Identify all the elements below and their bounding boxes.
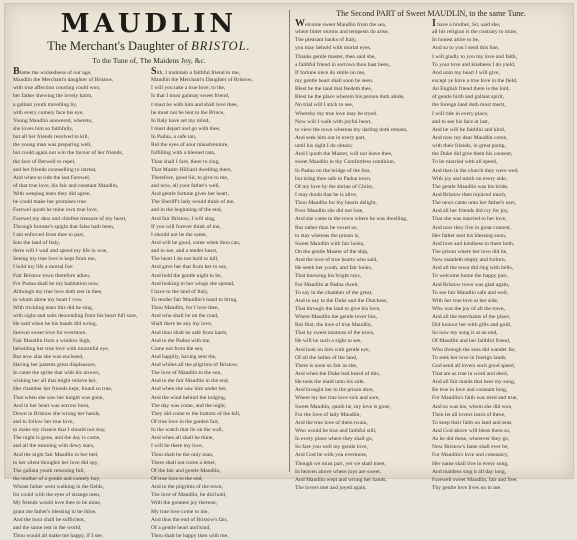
verse-line: That are as true in word and deed,: [432, 371, 509, 378]
verse-line: If you will forever think of me,: [151, 223, 221, 230]
verse-line: To keep their faith on land and seas,: [432, 419, 513, 426]
left-verse-column-1: [13, 68, 149, 540]
verse-line: And to the fair Maudlin in the end,: [151, 378, 229, 385]
verse-line: The news came unto her father's ears,: [432, 200, 517, 207]
verse-line: I have to the land of Italy,: [151, 288, 209, 295]
verse-line: Thou would all make me happy, if I see,: [13, 533, 104, 540]
verse-line: beholding her true love with mournful eye,: [13, 345, 110, 352]
verse-line: If fortune once do smile on me,: [295, 69, 366, 76]
verse-line: I will you take a true love, to the,: [151, 85, 226, 92]
verse-line: He took the maid unto his side,: [295, 379, 365, 386]
verse-line: Farewel my dear and chiefest treasure of my heart,: [13, 215, 127, 222]
verse-line: And all the merchants of the place,: [432, 314, 511, 321]
right-panel: [295, 8, 567, 492]
verse-line: And hold the gentle night to be,: [151, 272, 222, 279]
verse-line: The love of Maudlin to the sun,: [151, 370, 222, 377]
verse-line: In Italy have set my mind,: [151, 117, 210, 124]
verse-line: He said when he his hands did wring,: [13, 321, 97, 328]
verse-line: With joy and mirth on every side,: [432, 175, 508, 182]
verse-line: to view the town whereas my darling doth remain,: [295, 126, 408, 133]
verse-line: And all fair maids that hear my song,: [432, 379, 516, 386]
verse-line: I will ride in every place,: [432, 110, 489, 117]
verse-line: With weeping tears they did agree,: [13, 191, 91, 198]
verse-line: So fare you well my gentle love,: [295, 444, 368, 451]
verse-line: And the wind behind the lodging,: [151, 394, 227, 401]
verse-line: sweet Maudlin in thy Comfortless condition,: [295, 159, 396, 166]
verse-line: he must not be lent to the Prince,: [151, 109, 225, 116]
verse-line: I must depart and go with thee,: [151, 125, 221, 132]
verse-line: So now my song is at an end,: [432, 330, 498, 337]
verse-line: Whose father went walking in the fields,: [13, 484, 104, 491]
verse-line: I am enforced from thee to part,: [13, 231, 85, 238]
verse-line: Is that I must gainsay sweet friend,: [151, 93, 230, 100]
verse-line: And the love of true hearts who said,: [295, 257, 378, 264]
verse-line: Then let all lovers learn of these,: [432, 411, 506, 418]
verse-line: of that true love, his fair and constant Maudlin,: [13, 182, 119, 189]
right-verse-column-1: [295, 20, 429, 492]
verse-line: And brought her to the prison door,: [295, 387, 375, 394]
verse-line: To see fair Maudlin safe and well,: [432, 289, 509, 296]
verse-line: Fair Bristow town therefore adieu,: [13, 272, 91, 279]
verse-line: Rid the eyes of sour misadventure,: [151, 142, 229, 149]
verse-line: Maudlin the Merchant's Daughter of Bristow,: [151, 77, 253, 84]
verse-line: Her father sent his blessing soon,: [432, 232, 507, 239]
verse-line: In the watch that lie on the wall,: [151, 427, 224, 434]
verse-line: the foreign land doth most merit,: [432, 102, 506, 109]
verse-line: And Bristow town was glad again,: [432, 281, 510, 288]
verse-line: Who through the seas did wander far,: [432, 346, 516, 353]
verse-line: For Maudlin's faith was tried and true,: [432, 395, 518, 402]
verse-line: Come not from the sea,: [151, 345, 204, 352]
verse-line: In came the sprite that with his arrows,: [13, 370, 100, 377]
verse-line: And in her heart was sorrow born,: [13, 402, 90, 409]
verse-line: And all her friends did cry for joy,: [432, 208, 509, 215]
verse-line: And to the pilgrims of the town,: [151, 484, 223, 491]
verse-line: he could make her promises true.: [13, 199, 88, 206]
verse-line: Thou shalt be happy then with me.: [151, 533, 229, 540]
verse-line: And the night fair Maudlin in her bed,: [13, 451, 99, 458]
verse-line: And whiles all the pilgrims of Bristow,: [151, 362, 239, 369]
verse-line: but could again not win the favour of her friends,: [13, 150, 123, 157]
verse-line: Although my true love doth rest in thee,: [13, 288, 103, 295]
verse-line: To tender fair Maudlin's hand to bring,: [151, 296, 238, 303]
verse-line: As he did these, wherever they go,: [432, 436, 510, 443]
verse-line: to make my chance that I should not stay,: [13, 427, 106, 434]
verse-line: For the love of lady Maudlin,: [295, 411, 361, 418]
verse-line: Blame the wickedness of our age,: [13, 66, 92, 77]
verse-line: I must be with him and shall love thee,: [151, 101, 238, 108]
verse-line: Seeing my true love is kept from me,: [13, 256, 96, 263]
verse-line: My friends would love thee to be mine,: [13, 500, 102, 507]
verse-line: And the hour shall be sufficient,: [13, 516, 85, 523]
verse-line: And when the Duke had heard of this,: [295, 371, 381, 378]
verse-line: with true affection courting could woo,: [13, 85, 101, 92]
verse-line: Therefore, good Sir, to give to me,: [151, 174, 229, 181]
left-verse-column-2: [151, 68, 285, 540]
verse-line: And when she saw him under her,: [151, 386, 228, 393]
verse-line: Blest be the land that feedeth thee,: [295, 86, 373, 93]
verse-line: And the true love of them twain,: [295, 419, 368, 426]
verse-line: And he will be faithful and kind,: [432, 126, 506, 133]
verse-line: Of all the ladies of the land,: [295, 354, 358, 361]
verse-line: and to see, and a tender heart,: [151, 248, 218, 255]
verse-line: The gentle Maudlin was his bride,: [432, 183, 509, 190]
verse-line: Having her parents great displeasure,: [13, 362, 97, 369]
verse-line: There shall not come a letter,: [151, 459, 217, 466]
verse-line: In heaven above where joys are sweet,: [295, 468, 382, 475]
subtitle-text: The Merchant's Daughter of: [47, 39, 189, 53]
verse-line: Fair Maudlin from a window high,: [13, 337, 91, 344]
verse-line: To your love and kindness I do yield,: [432, 61, 516, 68]
verse-line: Through fortune's spight that false hath been,: [13, 223, 115, 230]
verse-line: the mother of a gentle and comely boy,: [13, 476, 101, 483]
verse-line: Shall there be any my love,: [151, 321, 213, 328]
verse-line: Of Maudlin and her faithful friend,: [432, 338, 511, 345]
verse-line: And Bristow then rejoiced much,: [432, 191, 507, 198]
verse-line: An English friend there is the lord,: [432, 86, 510, 93]
verse-line: And who shall be on the road,: [151, 313, 219, 320]
verse-line: Blest be the place wherein his person doth abide,: [295, 94, 405, 101]
verse-line: and to see his face at last,: [432, 118, 490, 125]
verse-line: Who would be true and faithful still,: [295, 428, 377, 435]
verse-line: the face of Berwell to repel,: [13, 158, 76, 165]
verse-line: to her silent thoughts her love did spy,: [13, 459, 99, 466]
verse-line: I will gladly to you my love and faith,: [432, 53, 517, 60]
verse-line: The lovers met and joyed again.: [295, 485, 367, 492]
verse-line: And when all shall be thine,: [151, 435, 214, 442]
verse-line: And God be with you evermore,: [295, 452, 368, 459]
verse-line: Thy gentle love lives on in me.: [432, 485, 502, 492]
verse-line: And will be good, come when thou can,: [151, 239, 241, 246]
verse-line: Now will I walk with joyful heart,: [295, 118, 372, 125]
verse-line: And look on him with gentle eye,: [295, 346, 371, 353]
verse-line: That she was married to her love,: [432, 216, 507, 223]
verse-line: Of the fair and gentle Maudlin,: [151, 467, 221, 474]
verse-line: Maudlin the Merchant's daughter of Bristow,: [13, 77, 114, 84]
verse-line: But rather than be vexed so,: [295, 224, 358, 231]
verse-line: But first, the love of true Maudlin,: [295, 322, 373, 329]
verse-line: And gentle fortune gives her heart,: [151, 191, 229, 198]
verse-line: for could with the eyes of strange men,: [13, 492, 101, 499]
verse-line: Be true in love and constant long,: [432, 387, 508, 394]
left-panel: [13, 8, 285, 540]
verse-line: and her friends counselling to intreat,: [13, 166, 97, 173]
verse-line: Young Maudlin answered, whereto,: [13, 117, 93, 124]
verse-line: Thou Maudlin, for I love thee,: [151, 305, 219, 312]
verse-line: Her chamber her friends kept, found so true,: [13, 386, 113, 393]
verse-line: The love of Maudlin, he did hold,: [151, 492, 227, 499]
verse-line: and now, all your father's well,: [151, 182, 220, 189]
verse-line: In Padua, a safe inn,: [151, 134, 197, 141]
verse-line: Of true love to the end,: [151, 476, 203, 483]
verse-line: Of a gentle heart and kind,: [151, 524, 211, 531]
verse-line: Who was the joy of all the town,: [432, 305, 506, 312]
verse-line: Where lay her true love sick and sore,: [295, 395, 380, 402]
verse-line: And fair Bristow, I will sing,: [151, 215, 216, 222]
verse-line: Into the land of Italy,: [13, 239, 61, 246]
verse-line: And when to ride the last Farewel,: [13, 174, 91, 181]
broadside-sheet: [4, 3, 574, 540]
verse-line: To seek her love in foreign lands,: [432, 354, 507, 361]
verse-line: wishing her all that might relieve her,: [13, 378, 97, 385]
verse-line: And all the town did ring with bells,: [432, 265, 514, 272]
verse-line: a gallant youth travelling by,: [13, 101, 78, 108]
verse-line: Whereby my true love may be tryed.: [295, 110, 378, 117]
verse-line: With her true love at her side,: [432, 297, 499, 304]
verse-line: Thou shalt be the only man,: [151, 451, 214, 458]
verse-line: Thanks gentle master, then said she,: [295, 53, 376, 60]
verse-line: And love and kindness to them both,: [432, 240, 515, 247]
verse-line: except ye have a true love in the field,: [432, 77, 518, 84]
verse-line: And so to you I send this line,: [432, 45, 500, 52]
verse-line: And to the Padua with me,: [151, 337, 211, 344]
verse-line: In every place where they shall go,: [295, 436, 374, 443]
verse-line: The prison where her love did lie,: [432, 248, 508, 255]
verse-line: And thus the end of Bristow's fair,: [151, 516, 228, 523]
verse-line: Farewel quoth he mine own true love,: [13, 207, 98, 214]
verse-line: Sweet Maudlin with fair looks,: [295, 240, 365, 247]
verse-line: and to follow her true love,: [13, 419, 74, 426]
verse-line: He seeth her youth, and fair looks,: [295, 265, 373, 272]
verse-line: God send all lovers such good speed,: [432, 362, 516, 369]
verse-line: Though we must part, yet we shall meet,: [295, 460, 386, 467]
verse-line: And maidens sing it all day long,: [432, 468, 507, 475]
verse-line: No trial will I stick to see,: [295, 102, 354, 109]
verse-line: For Padua shall be my habitation now,: [13, 280, 99, 287]
verse-line: Sweet Maudlin, quoth he, my love is gone,: [295, 403, 392, 410]
verse-line: Than shall I fare, there to sing,: [151, 158, 220, 165]
verse-line: there will I wail and spend my life in woe,: [13, 248, 108, 255]
verse-line: Poor Maudlin she did not lose,: [295, 208, 364, 215]
verse-line: I have a brother, Sir, said she,: [432, 18, 501, 29]
verse-line: My true love come to me,: [151, 508, 209, 515]
verse-line: where bitter storms and tempests do arise,: [295, 29, 389, 36]
verse-line: and in the beginning of the end,: [151, 207, 222, 214]
verse-line: Now Bristow's fame shall ever be,: [432, 444, 509, 451]
verse-line: And she came to the town where he was dwelling,: [295, 216, 408, 223]
verse-line: To be married with all speed,: [432, 159, 498, 166]
verse-line: with sighs and sobs descending from his heart full sore,: [13, 313, 138, 320]
verse-line: until his sight I do obtain;: [295, 143, 353, 150]
verse-line: There is none so fair as she,: [295, 362, 358, 369]
verse-line: The pleasant banks of Italy,: [295, 37, 357, 44]
verse-line: With the greatest joy thereon,: [151, 500, 218, 507]
verse-line: In Padua on the bridge of the Sea,: [295, 167, 371, 174]
verse-line: I may doubt that he is alive,: [295, 191, 358, 198]
right-verse-column-2: [432, 20, 567, 492]
verse-line: And now they live in great content,: [432, 224, 512, 231]
verse-line: And then in the church they were wed,: [432, 167, 519, 174]
verse-line: To say in the chamber of the great,: [295, 289, 373, 296]
verse-line: And gave her that from her to say,: [151, 264, 228, 271]
verse-line: And seek him out in every part,: [295, 134, 366, 141]
verse-line: He will be such a sight to see,: [295, 338, 362, 345]
verse-line: That through the land to give his love,: [295, 305, 381, 312]
subtitle-city: BRISTOL.: [191, 39, 251, 53]
verse-line: to whom alone my heart I vow.: [13, 296, 83, 303]
verse-line: And happily, having sent the,: [151, 353, 217, 360]
verse-line: Sith, I maintain a faithful friend to me,: [151, 66, 240, 77]
ballad-subtitle: [13, 38, 285, 54]
verse-line: And I quoth the Master, will not leave thee,: [295, 151, 393, 158]
verse-line: The night is gone, and the day is come,: [13, 435, 101, 442]
tune-note: To the Tune of, The Maidens Joy, &c.: [92, 56, 206, 65]
verse-line: Down in Bristow she wrung her hands,: [13, 410, 101, 417]
verse-line: The heart I do not hold to kill,: [151, 256, 219, 263]
verse-line: I should not be the same,: [151, 231, 207, 238]
verse-line: And so was his, whom she did woo,: [432, 403, 513, 410]
verse-line: grant me father's blessing to be thine,: [13, 508, 97, 515]
verse-line: And to say to the Duke and the Dutchess,: [295, 297, 388, 304]
verse-line: but all her friends resolved to kill,: [13, 134, 89, 141]
verse-line: Did honour her with gifts and gold,: [432, 322, 512, 329]
verse-line: They did come to the bottom of the hill,: [151, 410, 241, 417]
verse-line: my gentle heart shall soon be seen.: [295, 77, 374, 84]
verse-line: The gallant youth returning full,: [13, 467, 85, 474]
verse-line: But now alas she was enclosed,: [13, 353, 84, 360]
verse-line: And looking to her wings she spread,: [151, 280, 235, 287]
verse-line: That Master Hilliard dwelling there,: [151, 166, 232, 173]
verse-line: For Maudlin's love and constancy,: [432, 452, 509, 459]
verse-line: For Maudlin at Padua dwelt,: [295, 281, 359, 288]
verse-line: Of my love by the shrine of Christ,: [295, 183, 374, 190]
verse-line: Farewell sweet Maudlin, fair and free,: [432, 476, 518, 483]
verse-line: To welcome home the happy pair,: [432, 273, 508, 280]
verse-line: In honest attire to be,: [432, 37, 480, 44]
verse-line: Now standeth empty and forlorn,: [432, 257, 507, 264]
verse-line: the Duke did give them his consent,: [432, 151, 513, 158]
verse-line: farewel sweet love for evermore.: [13, 329, 87, 336]
verse-line: With trickling tears this did he sing,: [13, 305, 94, 312]
verse-line: with their friends, in great pomp,: [432, 143, 506, 150]
verse-line: Of true love in the garden fair,: [151, 419, 219, 426]
verse-line: she loves him so faithfully,: [13, 125, 74, 132]
verse-line: I hold my life a mortal foe:: [13, 264, 74, 271]
verse-line: Where Maudlin the gentle lover lies,: [295, 314, 378, 321]
verse-line: Welcome sweet Maudlin from the sea,: [295, 18, 387, 29]
ballad-title: MAUDLIN: [60, 9, 238, 39]
center-divider: [289, 10, 290, 472]
verse-line: and the same rest in the world,: [13, 524, 82, 531]
verse-line: her father shewing the lovely harm,: [13, 93, 93, 100]
verse-line: Thou Maudlin for thy hearts delight,: [295, 200, 377, 207]
verse-line: to stay whereas the prison is,: [295, 232, 360, 239]
verse-line: The Sheriff's lady would think of me,: [151, 199, 235, 206]
verse-line: but bring thee safe to Padua town.: [295, 175, 372, 182]
verse-line: That when she saw her knight was gone,: [13, 394, 104, 401]
verse-line: That knowing his bright rays,: [295, 273, 362, 280]
verse-line: And now my dear Maudlin come,: [432, 134, 508, 141]
verse-line: fulfilling with a blessed rain,: [151, 150, 216, 157]
verse-line: That by sweet mistress of the town,: [295, 330, 375, 337]
verse-line: with every comely face his eye,: [13, 109, 84, 116]
verse-line: And unto my heart I will give,: [432, 69, 500, 76]
second-part-heading: The Second PART of Sweet MAUDLIN, to the same Tune.: [336, 9, 526, 18]
verse-line: On the gentle Master of the ship,: [295, 248, 369, 255]
verse-line: you may behold with mortal eyes,: [295, 45, 372, 52]
verse-line: The day was come, and the night,: [151, 402, 227, 409]
verse-line: Her name shall live in every song,: [432, 460, 509, 467]
verse-line: And Maudlin wept and wrung her hands,: [295, 476, 387, 483]
verse-line: I will be there my love,: [151, 443, 204, 450]
verse-line: and all the morning with dewy stars,: [13, 443, 95, 450]
verse-line: all his religion is the contrary to mine,: [432, 29, 518, 36]
verse-line: a faithful friend in sorrows thou hast been,: [295, 61, 391, 68]
verse-line: And God above will bless them so,: [432, 428, 511, 435]
verse-line: the young man was preparing well,: [13, 142, 92, 149]
verse-line: of gentle birth and gallant spirit,: [432, 94, 505, 101]
verse-line: And thou shalt be safe from harm,: [151, 329, 228, 336]
